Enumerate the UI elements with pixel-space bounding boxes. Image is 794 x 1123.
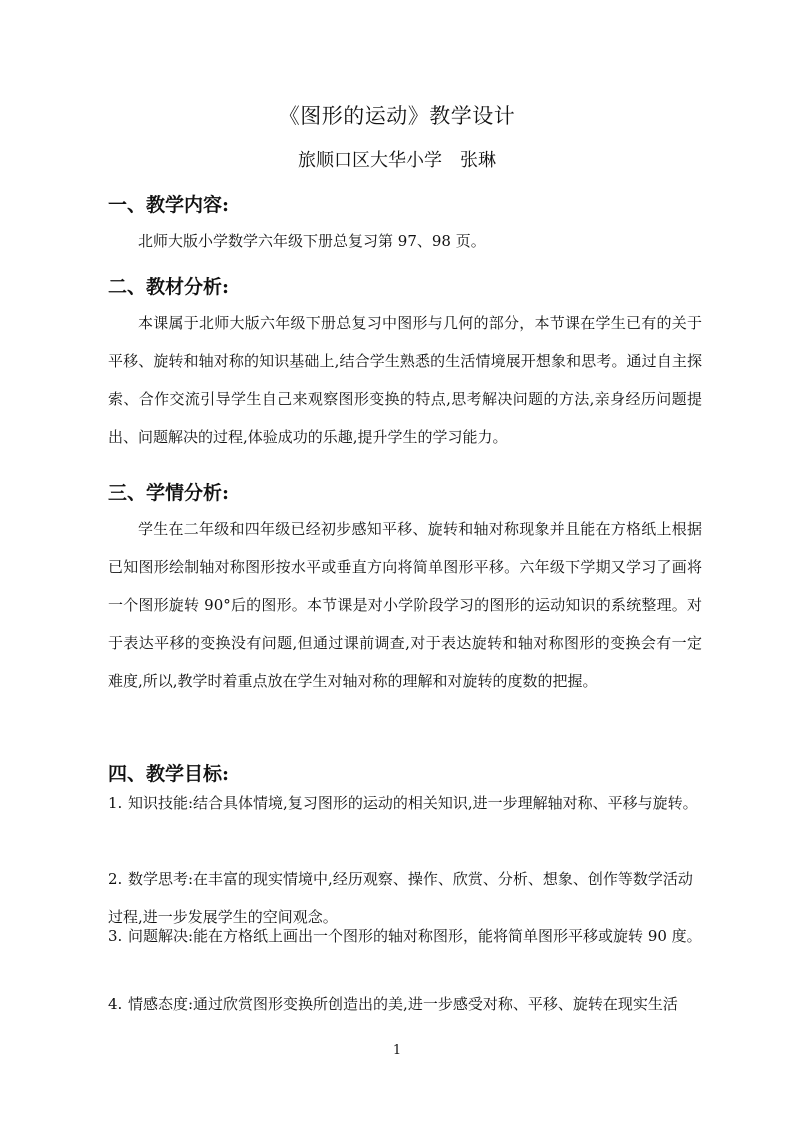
section-heading-goals: 四、教学目标: [108,763,230,785]
goal-text: 问题解决:能在方格纸上画出一个图形的轴对称图形，能将简单图形平移或旋转 90 度。 [128,927,702,945]
goal-number: 1. [108,794,123,812]
author-line: 旅顺口区大华小学 张琳 [298,150,496,171]
section-paragraph-students: 学生在二年级和四年级已经初步感知平移、旋转和轴对称现象并且能在方格纸上根据已知图形绘制轴对称图形按水平或垂直方向将简单图形平移。六年级下学期又学习了画将一个图形旋转 90°后的图形。本节课是对小学阶段学习的图形的运动知识的系统整理。对于表达平移的变换没有问题,但通过课前调查,对于表达旋转和轴对称图形的变换会有一定难度,所以,教学时着重点放在学生对轴对称的理解和对旋转的度数的把握。 [108,520,702,690]
goal-number: 2. [108,870,123,888]
goal-text: 情感态度:通过欣赏图形变换所创造出的美,进一步感受对称、平移、旋转在现实生活 [128,995,678,1013]
goal-number: 4. [108,995,123,1013]
section-heading-material: 二、教材分析: [108,276,230,298]
goal-item [108,784,702,822]
section-heading-content: 一、教学内容: [108,194,230,216]
section-paragraph-content: 北师大版小学数学六年级下册总复习第 97、98 页。 [138,232,486,250]
goal-item [108,917,702,955]
goal-text: 数学思考:在丰富的现实情境中,经历观察、操作、欣赏、分析、想象、创作等数学活动过程,进一步发展学生的空间观念。 [108,870,693,926]
goal-number: 3. [108,927,123,945]
document-title: 《图形的运动》教学设计 [278,104,516,128]
section-paragraph-material: 本课属于北师大版六年级下册总复习中图形与几何的部分，本节课在学生已有的关于平移、旋转和轴对称的知识基础上,结合学生熟悉的生活情境展开想象和思考。通过自主探索、合作交流引导学生自己来观察图形变换的特点,思考解决问题的方法,亲身经历问题提出、问题解决的过程,体验成功的乐趣,提升学生的学习能力。 [108,314,702,446]
goal-text: 知识技能:结合具体情境,复习图形的运动的相关知识,进一步理解轴对称、平移与旋转。 [128,794,698,812]
goal-item [108,985,702,1023]
section-heading-students: 三、学情分析: [108,482,230,504]
page-number: 1 [392,1043,402,1058]
